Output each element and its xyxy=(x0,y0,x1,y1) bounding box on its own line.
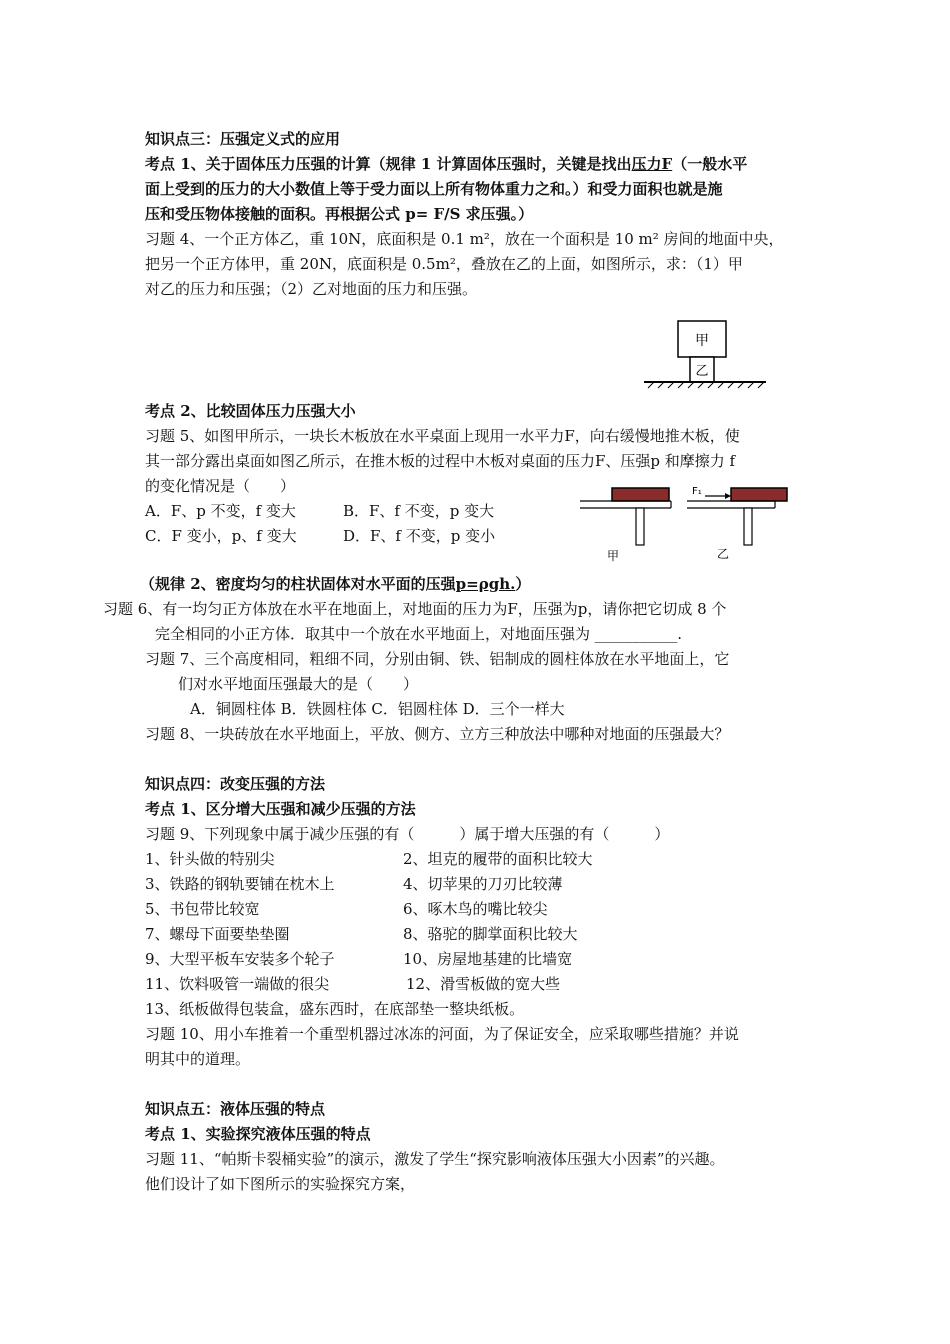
list-item: 1、针头做的特别尖 xyxy=(145,850,275,868)
list-item-13: 13、纸板做得包装盒，盛东西时，在底部垫一整块纸板。 xyxy=(145,1000,525,1018)
section5-kp1: 考点 1、实验探究液体压强的特点 xyxy=(145,1125,371,1143)
kp1-line1-underlined: 压力F xyxy=(631,155,673,173)
ex6-line2: 完全相同的小正方体．取其中一个放在水平地面上，对地面压强为 ___________. xyxy=(155,625,683,643)
ex11-line2: 他们设计了如下图所示的实验探究方案， xyxy=(145,1175,416,1193)
cube-yi-label: 乙 xyxy=(695,364,709,379)
fig-jia-label: 甲 xyxy=(606,549,620,563)
list-item: 2、坦克的履带的面积比较大 xyxy=(403,850,593,868)
kp1-line1-b: （一般水平 xyxy=(672,155,748,173)
list-item: 4、切苹果的刀刃比较薄 xyxy=(403,875,563,893)
section4-title: 知识点四：改变压强的方法 xyxy=(145,775,326,793)
list-item: 10、房屋地基建的比墙宽 xyxy=(403,950,573,968)
rule2 xyxy=(140,573,530,595)
ex10-line2: 明其中的道理。 xyxy=(145,1050,251,1068)
board-on-table-figure xyxy=(575,478,800,568)
ex7-options: A．铜圆柱体 B．铁圆柱体 C．铝圆柱体 D．三个一样大 xyxy=(190,700,565,718)
list-item: 3、铁路的钢轨要铺在枕木上 xyxy=(145,875,335,893)
ex9: 习题 9、下列现象中属于减少压强的有（ ）属于增大压强的有（ ） xyxy=(145,825,670,843)
ex4-line3: 对乙的压力和压强；（2）乙对地面的压力和压强。 xyxy=(145,280,478,298)
rule2-a: （规律 2、密度均匀的柱状固体对水平面的压强 xyxy=(140,575,456,593)
table-leg-jia xyxy=(636,508,644,545)
list-item: 7、螺母下面要垫垫圈 xyxy=(145,925,290,943)
kp1-line3: 压和受压物体接触的面积。再根据公式 p= F/S 求压强。） xyxy=(145,205,534,223)
list-item: 9、大型平板车安装多个轮子 xyxy=(145,950,335,968)
ex5-line3: 的变化情况是（ ） xyxy=(145,477,296,495)
list-item: 11、饮料吸管一端做的很尖 xyxy=(145,975,330,993)
cube-jia-label: 甲 xyxy=(695,333,709,349)
board-yi xyxy=(731,488,787,501)
kp1-line1-a: 考点 1、关于固体压力压强的计算（规律 1 计算固体压强时，关键是找出 xyxy=(145,155,632,173)
ex5-option-a: A．F、p 不变，f 变大 xyxy=(145,502,296,520)
list-item: 5、书包带比较宽 xyxy=(145,900,260,918)
ex8: 习题 8、一块砖放在水平地面上，平放、侧方、立方三种放法中哪种对地面的压强最大？ xyxy=(145,725,730,743)
ex5-option-b: B．F、f 不变，p 变大 xyxy=(343,502,495,520)
list-item: 8、骆驼的脚掌面积比较大 xyxy=(403,925,578,943)
ex4-line2: 把另一个正方体甲，重 20N，底面积是 0.5m²，叠放在乙的上面，如图所示，求：（1）甲 xyxy=(145,255,743,273)
ex10-line1: 习题 10、用小车推着一个重型机器过冰冻的河面，为了保证安全，应采取哪些措施？并说 xyxy=(145,1025,739,1043)
board-jia xyxy=(612,488,669,501)
kp2-title: 考点 2、比较固体压力压强大小 xyxy=(145,402,356,420)
list-item: 6、啄木鸟的嘴比较尖 xyxy=(403,900,548,918)
ex5-option-c: C．F 变小，p、f 变大 xyxy=(145,527,297,545)
section5-title: 知识点五：液体压强的特点 xyxy=(145,1100,326,1118)
ex5-line1: 习题 5、如图甲所示，一块长木板放在水平桌面上现用一水平力F，向右缓慢地推木板，使 xyxy=(145,427,740,445)
fig-yi-label: 乙 xyxy=(716,547,730,561)
ex7-line1: 习题 7、三个高度相同，粗细不同，分别由铜、铁、铝制成的圆柱体放在水平地面上，它 xyxy=(145,650,730,668)
force-arrow-head xyxy=(725,493,731,499)
section4-kp1: 考点 1、区分增大压强和减少压强的方法 xyxy=(145,800,416,818)
rule2-b: ） xyxy=(515,575,531,593)
ex7-line2: 们对水平地面压强最大的是（ ） xyxy=(178,675,419,693)
table-leg-yi xyxy=(744,508,752,545)
ex5-option-d: D．F、f 不变，p 变小 xyxy=(343,527,496,545)
section3-title: 知识点三：压强定义式的应用 xyxy=(145,130,341,148)
stacked-cubes-figure xyxy=(640,315,770,395)
ex5-line2: 其一部分露出桌面如图乙所示，在推木板的过程中木板对桌面的压力F、压强p 和摩擦力 f xyxy=(145,452,736,470)
kp1-line1 xyxy=(145,153,747,175)
list-item: 12、滑雪板做的宽大些 xyxy=(406,975,561,993)
kp1-line2: 面上受到的压力的大小数值上等于受力面以上所有物体重力之和。）和受力面积也就是施 xyxy=(145,180,723,198)
ex6-line1: 习题 6、有一均匀正方体放在水平在地面上，对地面的压力为F，压强为p，请你把它切成 8 个 xyxy=(103,600,727,618)
force-f1-label: F₁ xyxy=(692,486,702,497)
ex11-line1: 习题 11、“帕斯卡裂桶实验”的演示，激发了学生“探究影响液体压强大小因素”的兴趣。 xyxy=(145,1150,725,1168)
ex4-line1: 习题 4、一个正方体乙，重 10N，底面积是 0.1 m²，放在一个面积是 10 m² 房间的地面中央， xyxy=(145,230,784,248)
rule2-formula: p=ρgh. xyxy=(455,575,516,593)
